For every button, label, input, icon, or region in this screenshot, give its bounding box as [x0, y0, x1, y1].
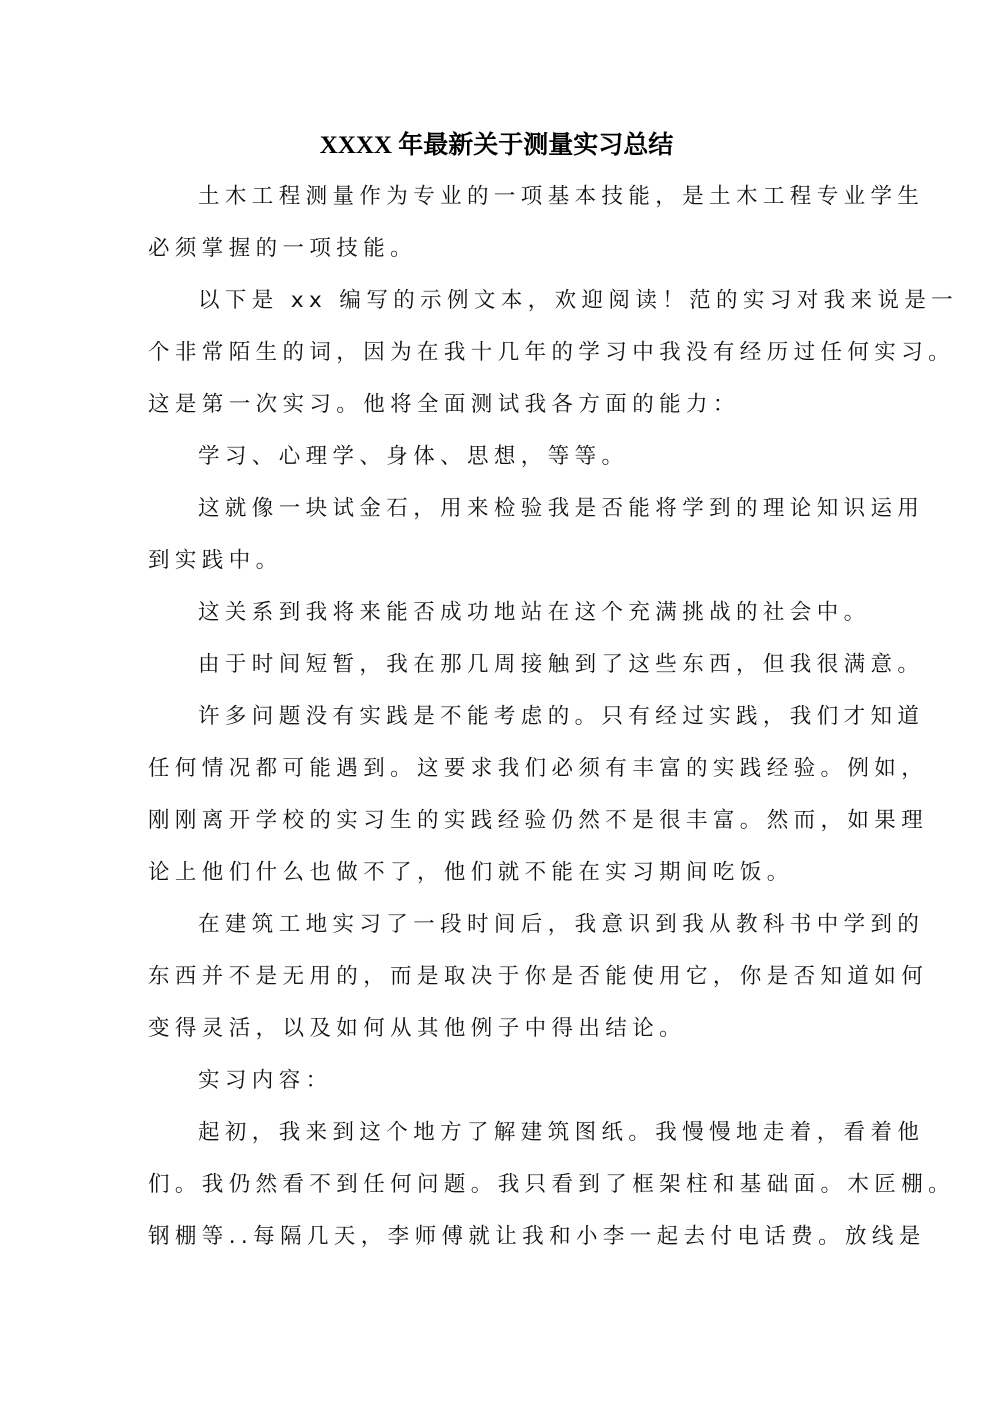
paragraph-line: 个非常陌生的词，因为在我十几年的学习中我没有经历过任何实习。 [148, 340, 956, 365]
paragraph-line: 论上他们什么也做不了，他们就不能在实习期间吃饭。 [148, 860, 794, 885]
section-heading: 实习内容： [198, 1068, 333, 1093]
paragraph-line: 起初，我来到这个地方了解建筑图纸。我慢慢地走着，看着他 [198, 1120, 925, 1145]
paragraph-line: 由于时间短暂，我在那几周接触到了这些东西，但我很满意。 [198, 652, 925, 677]
paragraph-line: 这就像一块试金石，用来检验我是否能将学到的理论知识运用 [198, 496, 925, 521]
paragraph-line: 在建筑工地实习了一段时间后，我意识到我从教科书中学到的 [198, 912, 925, 937]
paragraph-line: 东西并不是无用的，而是取决于你是否能使用它，你是否知道如何 [148, 964, 929, 989]
paragraph-line: 这关系到我将来能否成功地站在这个充满挑战的社会中。 [198, 600, 871, 625]
paragraph-line: 许多问题没有实践是不能考虑的。只有经过实践，我们才知道 [198, 704, 925, 729]
paragraph-line: 必须掌握的一项技能。 [148, 236, 418, 261]
paragraph-line: 到实践中。 [148, 548, 283, 573]
paragraph-line: 刚刚离开学校的实习生的实践经验仍然不是很丰富。然而，如果理 [148, 808, 929, 833]
paragraph-line: 以下是 xx 编写的示例文本，欢迎阅读！范的实习对我来说是一 [198, 288, 959, 313]
paragraph-line: 任何情况都可能遇到。这要求我们必须有丰富的实践经验。例如， [148, 756, 929, 781]
paragraph-line: 土木工程测量作为专业的一项基本技能，是土木工程专业学生 [198, 184, 925, 209]
paragraph-line: 变得灵活，以及如何从其他例子中得出结论。 [148, 1016, 687, 1041]
paragraph-line: 钢棚等..每隔几天，李师傅就让我和小李一起去付电话费。放线是 [148, 1224, 926, 1249]
paragraph-line: 学习、心理学、身体、思想，等等。 [198, 444, 629, 469]
paragraph-line: 们。我仍然看不到任何问题。我只看到了框架柱和基础面。木匠棚。 [148, 1172, 956, 1197]
document-title: XXXX 年最新关于测量实习总结 [319, 132, 674, 159]
paragraph-line: 这是第一次实习。他将全面测试我各方面的能力： [148, 392, 740, 417]
